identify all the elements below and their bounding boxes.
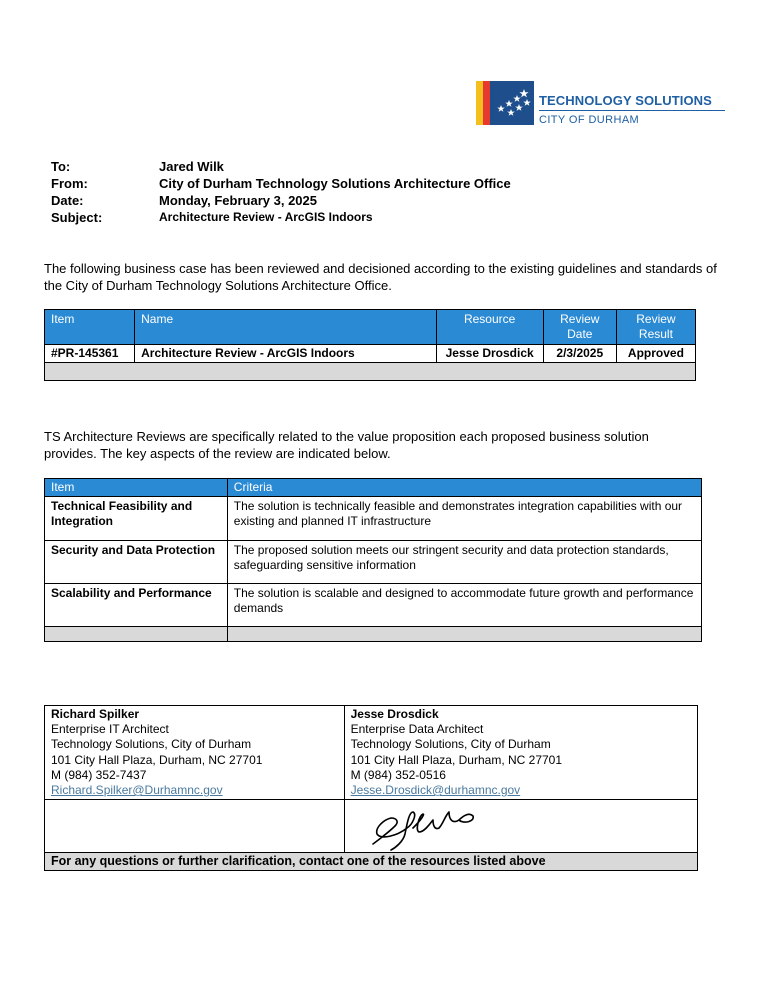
- review-name: Architecture Review - ArcGIS Indoors: [135, 345, 436, 363]
- from-value: City of Durham Technology Solutions Architecture Office: [159, 176, 511, 191]
- signature-cell-empty: [45, 800, 345, 853]
- criteria-text: The solution is scalable and designed to accommodate future growth and performance demands: [227, 584, 701, 627]
- header-resource: Resource: [436, 310, 543, 345]
- logo-title: TECHNOLOGY SOLUTIONS: [539, 93, 712, 108]
- date-value: Monday, February 3, 2025: [159, 193, 317, 208]
- criteria-text: The solution is technically feasible and demonstrates integration capabilities with our existing and planned IT infrastructure: [227, 497, 701, 541]
- signature-image: [367, 802, 497, 854]
- header-criteria: Criteria: [227, 479, 701, 497]
- contact-title: Enterprise Data Architect: [350, 722, 484, 737]
- review-date: 2/3/2025: [543, 345, 616, 363]
- memo-from-row: [51, 175, 511, 192]
- to-value: Jared Wilk: [159, 159, 224, 174]
- header-item: Item: [45, 310, 135, 345]
- footer-row: [45, 853, 698, 871]
- memo-date-row: [51, 192, 511, 209]
- criteria-text: The proposed solution meets our stringent security and data protection standards, safeguarding sensitive information: [227, 541, 701, 584]
- criteria-table: [44, 478, 702, 642]
- subject-label: Subject:: [51, 210, 103, 225]
- review-resource: Jesse Drosdick: [436, 345, 543, 363]
- contact-org: Technology Solutions, City of Durham: [350, 737, 551, 752]
- intro-paragraph: The following business case has been reviewed and decisioned according to the existing guidelines and standards of the City of Durham Technology Solutions Architecture Office.: [44, 261, 717, 293]
- table-row: [45, 345, 696, 363]
- table-row-empty: [45, 627, 702, 642]
- contact-phone: M (984) 352-0516: [350, 767, 446, 782]
- date-label: Date:: [51, 193, 84, 208]
- signature-row: [45, 800, 698, 853]
- contacts-row: [45, 706, 698, 800]
- contact-card: [344, 706, 697, 800]
- contact-title: Enterprise IT Architect: [51, 722, 169, 737]
- aspects-paragraph: TS Architecture Reviews are specifically related to the value proposition each proposed business solution provides. The key aspects of the review are indicated below.: [44, 429, 649, 461]
- table-row: [45, 497, 702, 541]
- logo-divider: [539, 110, 725, 111]
- table-row: [45, 584, 702, 627]
- review-table-header: [45, 310, 696, 345]
- criteria-item: Security and Data Protection: [45, 541, 228, 584]
- contact-name: Jesse Drosdick: [350, 707, 439, 721]
- contact-email-link[interactable]: Richard.Spilker@Durhamnc.gov: [51, 783, 223, 798]
- header-review-result: Review Result: [616, 310, 695, 345]
- subject-value: Architecture Review - ArcGIS Indoors: [159, 210, 373, 224]
- from-label: From:: [51, 176, 88, 191]
- criteria-item: Scalability and Performance: [45, 584, 228, 627]
- contact-card: [45, 706, 345, 800]
- contact-org: Technology Solutions, City of Durham: [51, 737, 252, 752]
- review-result: Approved: [616, 345, 695, 363]
- footer-note: For any questions or further clarification, contact one of the resources listed above: [45, 853, 698, 871]
- criteria-table-header: [45, 479, 702, 497]
- header-name: Name: [135, 310, 436, 345]
- memo-to-row: [51, 158, 511, 175]
- review-item-id: #PR-145361: [45, 345, 135, 363]
- contact-name: Richard Spilker: [51, 707, 140, 721]
- contact-email-link[interactable]: Jesse.Drosdick@durhamnc.gov: [350, 783, 521, 798]
- signature-cell: [344, 800, 697, 853]
- criteria-item: Technical Feasibility and Integration: [45, 497, 228, 541]
- contact-address: 101 City Hall Plaza, Durham, NC 27701: [350, 752, 563, 767]
- review-table: [44, 309, 696, 381]
- header-item: Item: [45, 479, 228, 497]
- contacts-table: [44, 705, 698, 871]
- logo-subtitle: CITY OF DURHAM: [539, 114, 640, 126]
- to-label: To:: [51, 159, 71, 174]
- contact-address: 101 City Hall Plaza, Durham, NC 27701: [51, 752, 263, 767]
- contact-phone: M (984) 352-7437: [51, 767, 147, 782]
- city-logo: [476, 81, 726, 127]
- table-row: [45, 541, 702, 584]
- stars-icon: [490, 81, 534, 125]
- header-review-date: Review Date: [543, 310, 616, 345]
- table-row-empty: [45, 363, 696, 381]
- memo-subject-row: [51, 209, 511, 226]
- memo-header: [51, 158, 511, 226]
- flag-emblem: [476, 81, 534, 125]
